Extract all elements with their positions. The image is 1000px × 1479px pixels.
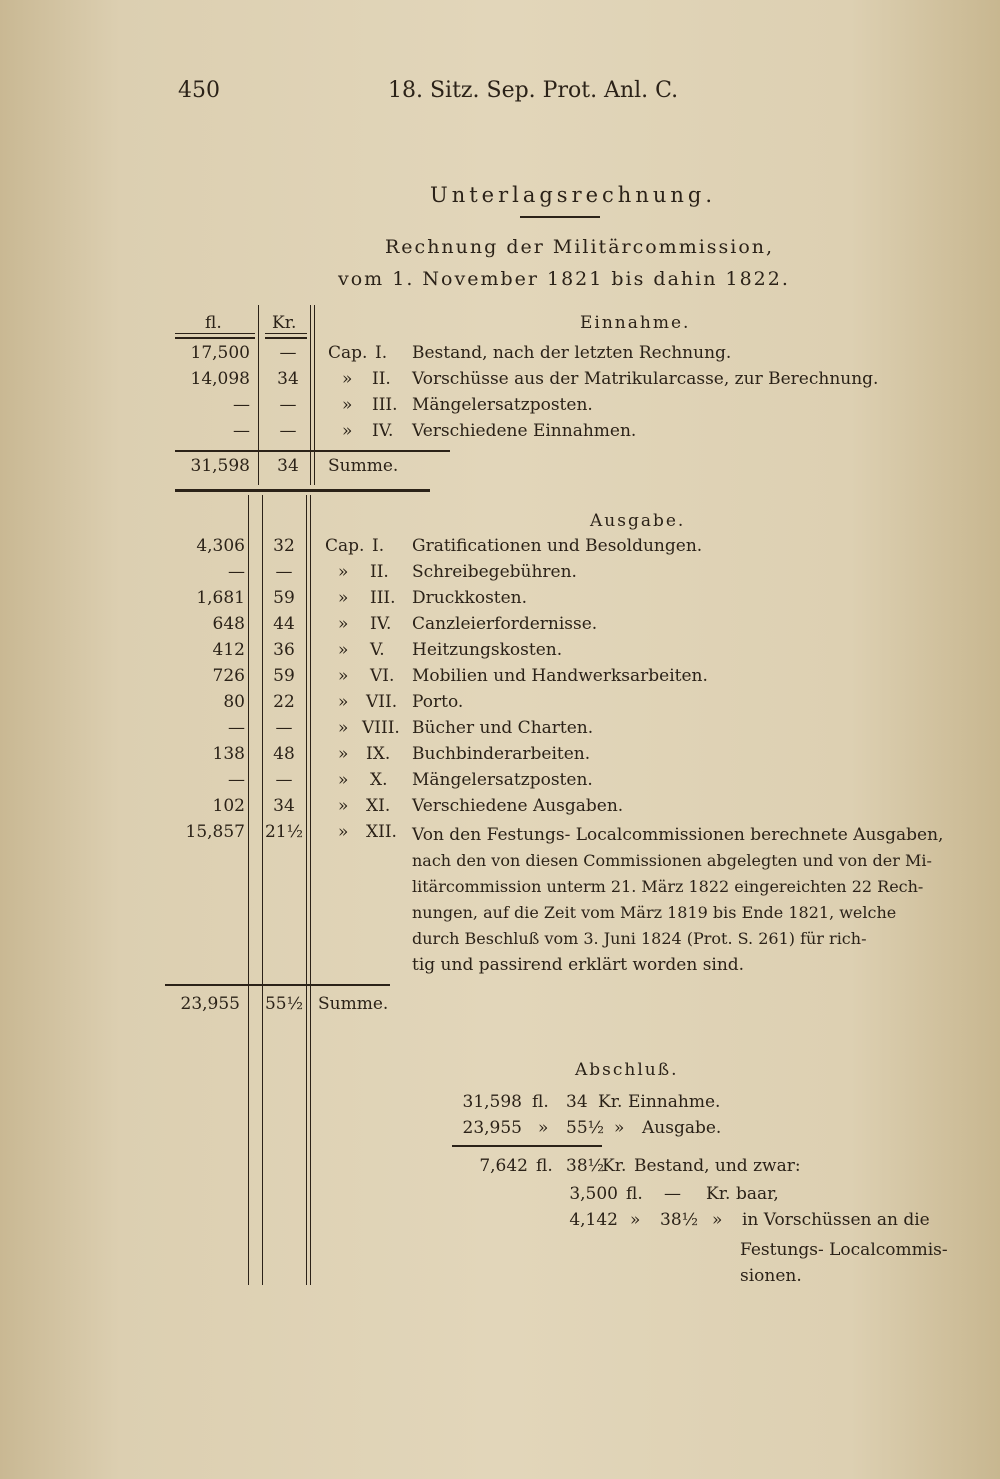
gulden-value: 3,500 — [569, 1184, 618, 1204]
gulden-value: — — [228, 718, 245, 738]
cap-number: VI. — [370, 666, 395, 686]
running-title: 18. Sitz. Sep. Prot. Anl. C. — [388, 78, 679, 103]
entry-text: Porto. — [412, 692, 464, 712]
cap-label: » — [338, 822, 349, 842]
document-title: Unterlagsrechnung. — [430, 183, 717, 207]
kreuzer-value: 22 — [273, 692, 295, 712]
unit-kreuzer: Kr. — [602, 1156, 627, 1176]
kreuzer-sum: 34 — [277, 456, 299, 476]
cap-number: X. — [370, 770, 388, 790]
table-row — [0, 770, 1000, 796]
abschluss-row — [0, 1092, 1000, 1118]
header-rule — [175, 333, 255, 334]
unit-gulden: » — [538, 1118, 549, 1138]
cap-number: V. — [370, 640, 385, 660]
gulden-value: 31,598 — [462, 1092, 522, 1112]
gulden-value: 4,306 — [196, 536, 245, 556]
kreuzer-sum: 55½ — [264, 994, 304, 1014]
table-row — [0, 562, 1000, 588]
kreuzer-value: 34 — [277, 369, 299, 389]
table-row — [0, 692, 1000, 718]
abschluss-label: Einnahme. — [628, 1092, 721, 1112]
gulden-value: 1,681 — [196, 588, 245, 608]
header-rule-thick — [265, 337, 307, 339]
table-row — [0, 369, 1000, 395]
gulden-value: — — [233, 421, 250, 441]
entry-text-line: tig und passirend erklärt worden sind. — [412, 955, 745, 975]
cap-label: » — [338, 640, 349, 660]
entry-text: Druckkosten. — [412, 588, 528, 608]
abschluss-row — [0, 1156, 1000, 1182]
cap-label: » — [342, 421, 353, 441]
gulden-sum: 23,955 — [180, 994, 240, 1014]
entry-text-line: durch Beschluß vom 3. Juni 1824 (Prot. S. 261) für rich- — [412, 929, 867, 948]
entry-text: Gratificationen und Besoldungen. — [412, 536, 703, 556]
entry-text: Verschiedene Ausgaben. — [412, 796, 624, 816]
gulden-value: 7,642 — [479, 1156, 528, 1176]
entry-text-line: litärcommission unterm 21. März 1822 eingereichten 22 Rech- — [412, 877, 924, 896]
sum-row — [0, 994, 1000, 1020]
cap-label: » — [338, 796, 349, 816]
kreuzer-value: — — [275, 770, 293, 790]
entry-text: Mängelersatzposten. — [412, 395, 593, 415]
unit-gulden: fl. — [626, 1184, 643, 1204]
abschluss-row — [0, 1210, 1000, 1236]
kreuzer-value: 59 — [273, 588, 295, 608]
kreuzer-value: — — [275, 718, 293, 738]
unit-kreuzer: » — [614, 1118, 625, 1138]
entry-text: Bücher und Charten. — [412, 718, 594, 738]
cap-label: » — [342, 395, 353, 415]
unit-kreuzer: Kr. — [706, 1184, 731, 1204]
gulden-sum: 31,598 — [190, 456, 250, 476]
gulden-value: 648 — [212, 614, 245, 634]
gulden-value: 726 — [212, 666, 245, 686]
cap-label: » — [338, 588, 349, 608]
kreuzer-value: 32 — [273, 536, 295, 556]
entry-text: Bestand, nach der letzten Rechnung. — [412, 343, 732, 363]
kreuzer-value: 34 — [566, 1092, 588, 1112]
cap-label: » — [338, 770, 349, 790]
einnahme-heading: Einnahme. — [580, 313, 691, 333]
page-number: 450 — [178, 78, 220, 103]
sum-label: Summe. — [328, 456, 399, 476]
abschluss-label-continued: Festungs- Localcommis- — [740, 1240, 948, 1260]
cap-number: II. — [370, 562, 389, 582]
ausgabe-heading: Ausgabe. — [590, 511, 686, 531]
sum-row — [0, 456, 1000, 482]
gulden-value: — — [228, 770, 245, 790]
kreuzer-value: — — [279, 395, 297, 415]
header-rule-thick — [175, 337, 255, 339]
kreuzer-value: 55½ — [566, 1118, 605, 1138]
cap-label: » — [338, 562, 349, 582]
gulden-value: 138 — [212, 744, 245, 764]
kreuzer-value: 34 — [273, 796, 295, 816]
kreuzer-value: 59 — [273, 666, 295, 686]
abschluss-row — [0, 1118, 1000, 1144]
entry-text: Heitzungskosten. — [412, 640, 563, 660]
gulden-value: 4,142 — [569, 1210, 618, 1230]
gulden-value: 15,857 — [185, 822, 245, 842]
cap-number: VIII. — [362, 718, 400, 738]
entry-text: Buchbinderarbeiten. — [412, 744, 591, 764]
cap-label: Cap. — [328, 343, 368, 363]
cap-number: IV. — [370, 614, 392, 634]
kreuzer-value: 48 — [273, 744, 295, 764]
cap-label: » — [338, 692, 349, 712]
table-row — [0, 718, 1000, 744]
kreuzer-value: — — [664, 1184, 681, 1204]
entry-text-line: Von den Festungs- Localcommissionen berechnete Ausgaben, — [412, 825, 944, 845]
kreuzer-value: 38½ — [660, 1210, 699, 1230]
abschluss-label: Ausgabe. — [642, 1118, 722, 1138]
unit-gulden: fl. — [532, 1092, 549, 1112]
table-row — [0, 744, 1000, 770]
unit-gulden: » — [630, 1210, 641, 1230]
column-header-gulden: fl. — [205, 313, 222, 333]
entry-text: Schreibegebühren. — [412, 562, 577, 582]
table-row — [0, 395, 1000, 421]
cap-number: IV. — [372, 421, 394, 441]
unit-kreuzer: Kr. — [598, 1092, 623, 1112]
gulden-value: 80 — [223, 692, 245, 712]
kreuzer-value: — — [279, 343, 297, 363]
gulden-value: 102 — [212, 796, 245, 816]
unit-kreuzer: » — [712, 1210, 723, 1230]
title-rule — [520, 216, 600, 218]
cap-number: I. — [372, 536, 385, 556]
cap-label: » — [338, 718, 349, 738]
table-row — [0, 536, 1000, 562]
unit-gulden: fl. — [536, 1156, 553, 1176]
table-row — [0, 343, 1000, 369]
cap-label: » — [338, 744, 349, 764]
cap-number: I. — [375, 343, 388, 363]
gulden-value: 412 — [212, 640, 245, 660]
kreuzer-value: 36 — [273, 640, 295, 660]
sum-label: Summe. — [318, 994, 389, 1014]
gulden-value: — — [228, 562, 245, 582]
gulden-value: — — [233, 395, 250, 415]
abschluss-label: in Vorschüssen an die — [742, 1210, 930, 1230]
table-row — [0, 666, 1000, 692]
table-row — [0, 588, 1000, 614]
kreuzer-value: 38½ — [566, 1156, 605, 1176]
cap-label: » — [342, 369, 353, 389]
kreuzer-value: — — [275, 562, 293, 582]
table-row — [0, 421, 1000, 447]
entry-text: Vorschüsse aus der Matrikularcasse, zur Berechnung. — [412, 369, 879, 389]
cap-number: II. — [372, 369, 391, 389]
table-row — [0, 640, 1000, 666]
entry-text: Canzleierfordernisse. — [412, 614, 598, 634]
subtitle-line-1: Rechnung der Militärcommission, — [385, 236, 775, 258]
column-header-kreuzer: Kr. — [272, 313, 297, 333]
cap-label: » — [338, 666, 349, 686]
kreuzer-value: 44 — [273, 614, 295, 634]
gulden-value: 17,500 — [190, 343, 250, 363]
cap-number: III. — [370, 588, 396, 608]
kreuzer-value: 21½ — [264, 822, 304, 842]
entry-text: Mobilien und Handwerksarbeiten. — [412, 666, 708, 686]
gulden-value: 23,955 — [462, 1118, 522, 1138]
abschluss-heading: Abschluß. — [575, 1060, 679, 1080]
cap-number: XI. — [366, 796, 391, 816]
entry-text: Mängelersatzposten. — [412, 770, 593, 790]
abschluss-row — [0, 1184, 1000, 1210]
abschluss-rule — [452, 1145, 602, 1147]
cap-number: IX. — [366, 744, 391, 764]
table-row — [0, 796, 1000, 822]
sum-rule — [165, 984, 390, 986]
entry-text-line: nungen, auf die Zeit vom März 1819 bis Ende 1821, welche — [412, 903, 897, 922]
entry-text-line: nach den von diesen Commissionen abgelegten und von der Mi- — [412, 851, 932, 870]
section-rule — [175, 489, 430, 492]
cap-number: III. — [372, 395, 398, 415]
cap-number: XII. — [366, 822, 397, 842]
sum-rule — [175, 450, 450, 452]
abschluss-label: baar, — [736, 1184, 779, 1204]
table-row — [0, 614, 1000, 640]
cap-label: Cap. — [325, 536, 365, 556]
kreuzer-value: — — [279, 421, 297, 441]
abschluss-label-continued: sionen. — [740, 1266, 802, 1286]
gulden-value: 14,098 — [190, 369, 250, 389]
header-rule — [265, 333, 307, 334]
subtitle-line-2: vom 1. November 1821 bis dahin 1822. — [338, 268, 790, 290]
cap-label: » — [338, 614, 349, 634]
abschluss-label: Bestand, und zwar: — [634, 1156, 801, 1176]
entry-text: Verschiedene Einnahmen. — [412, 421, 637, 441]
cap-number: VII. — [366, 692, 398, 712]
